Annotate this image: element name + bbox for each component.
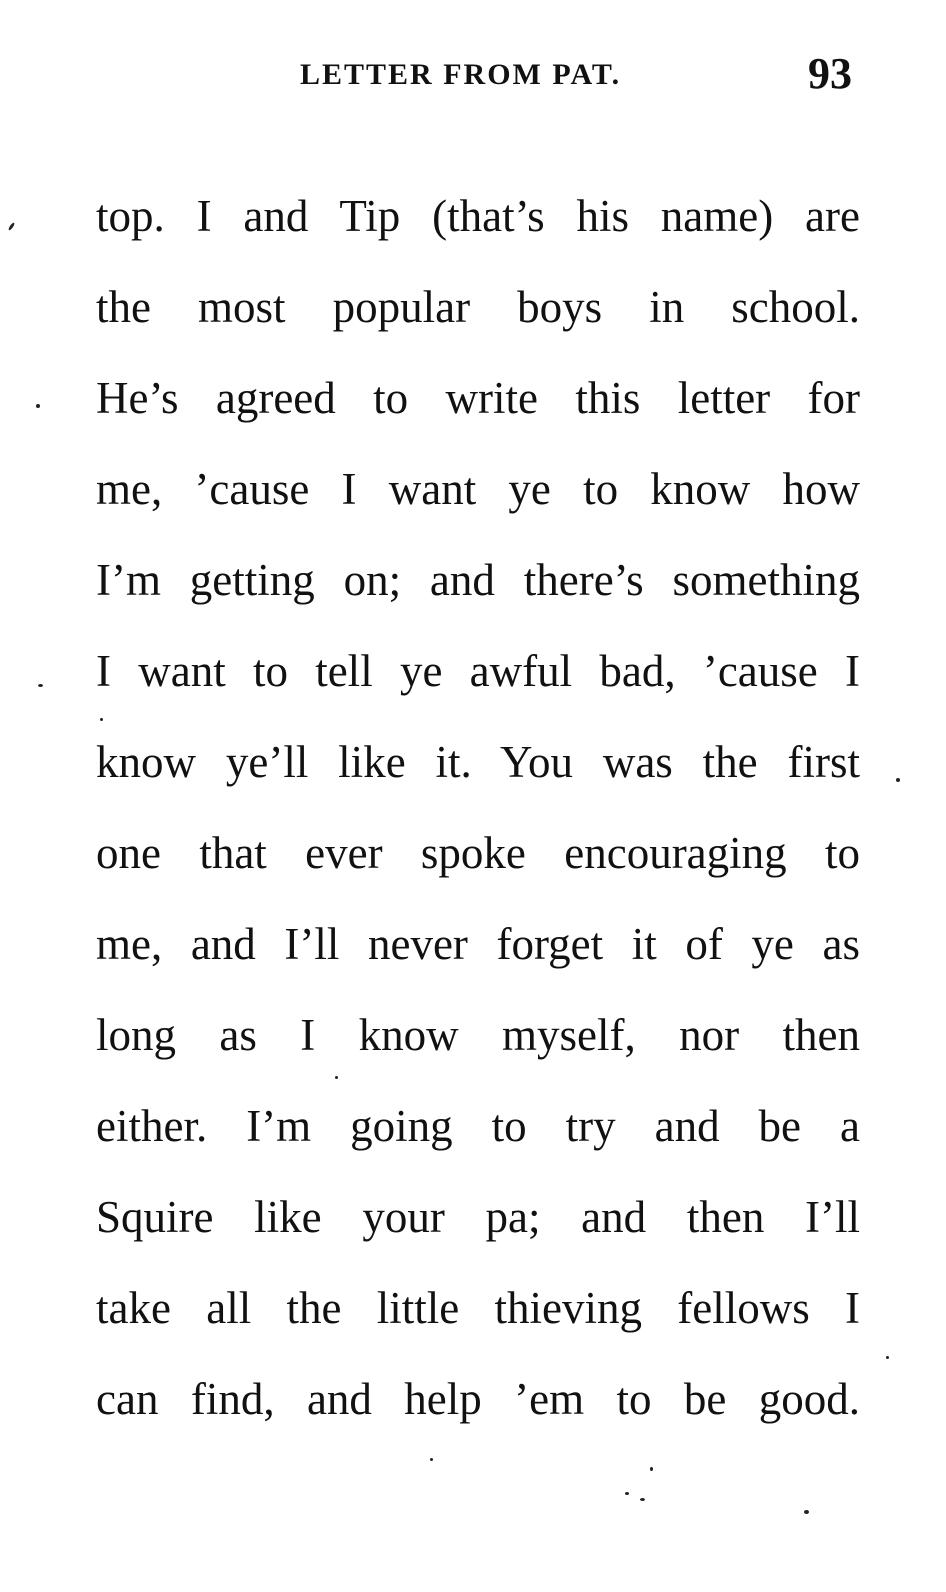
running-title: LETTER FROM PAT. xyxy=(300,58,622,91)
text-line: the most popular boys in school. xyxy=(96,282,860,332)
text-line: take all the little thieving fellows I xyxy=(96,1283,860,1333)
scan-speck xyxy=(650,1467,653,1471)
scan-speck xyxy=(8,222,16,231)
scan-speck xyxy=(640,1498,645,1501)
scan-speck xyxy=(430,1458,433,1461)
scan-speck xyxy=(886,1356,889,1359)
scan-speck xyxy=(896,778,900,782)
text-line: I’m getting on; and there’s something xyxy=(96,555,860,605)
scan-speck xyxy=(38,684,43,687)
text-line: top. I and Tip (that’s his name) are xyxy=(96,191,860,241)
text-line: me, and I’ll never forget it of ye as xyxy=(96,919,860,969)
text-line: Squire like your pa; and then I’ll xyxy=(96,1192,860,1242)
text-line: He’s agreed to write this letter for xyxy=(96,373,860,423)
text-line: I want to tell ye awful bad, ’cause I xyxy=(96,646,860,696)
scan-speck xyxy=(804,1510,809,1514)
text-line: either. I’m going to try and be a xyxy=(96,1101,860,1151)
page-number: 93 xyxy=(808,49,852,98)
text-line: me, ’cause I want ye to know how xyxy=(96,464,860,514)
scan-speck xyxy=(36,404,40,408)
text-line: long as I know myself, nor then xyxy=(96,1010,860,1060)
text-line: can find, and help ’em to be good. xyxy=(96,1374,860,1424)
scan-speck xyxy=(335,1076,338,1079)
body-text xyxy=(96,186,860,1460)
text-line: know ye’ll like it. You was the first xyxy=(96,737,860,787)
scan-speck xyxy=(100,718,103,721)
scan-speck xyxy=(625,1492,629,1495)
text-line: one that ever spoke encouraging to xyxy=(96,828,860,878)
